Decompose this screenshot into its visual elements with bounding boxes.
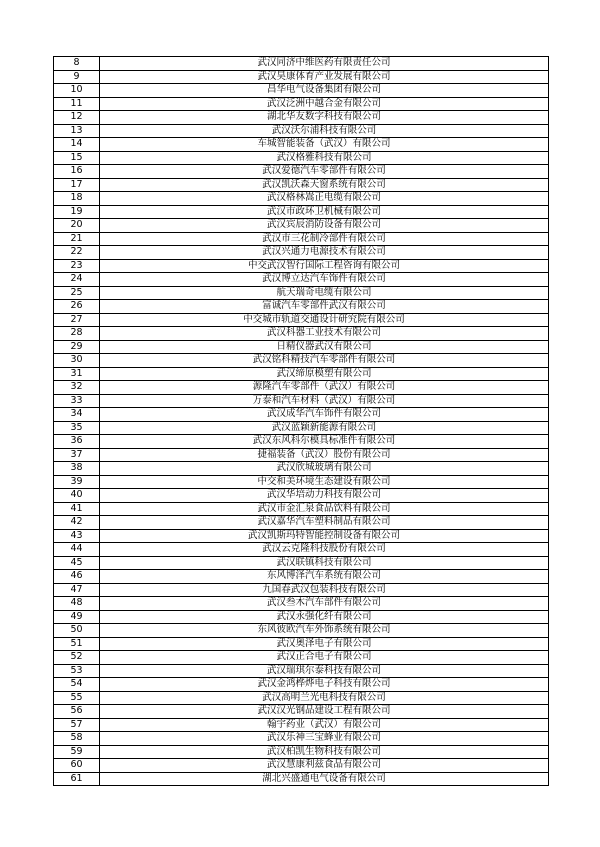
row-number: 47 — [54, 583, 100, 597]
company-name: 武汉云克隆科技股份有限公司 — [100, 543, 549, 557]
row-number: 60 — [54, 759, 100, 773]
row-number: 40 — [54, 489, 100, 503]
table-row — [54, 138, 549, 152]
table-row — [54, 124, 549, 138]
row-number: 19 — [54, 205, 100, 219]
row-number: 32 — [54, 381, 100, 395]
table-row — [54, 772, 549, 786]
table-row — [54, 178, 549, 192]
company-name: 车城智能装备（武汉）有限公司 — [100, 138, 549, 152]
company-name: 武汉金鸿桦烨电子科技有限公司 — [100, 678, 549, 692]
row-number: 10 — [54, 84, 100, 98]
company-name: 武汉奥泽电子有限公司 — [100, 637, 549, 651]
table-row — [54, 651, 549, 665]
company-name: 武汉格雅科技有限公司 — [100, 151, 549, 165]
row-number: 43 — [54, 529, 100, 543]
company-name: 武汉沃尔浦科技有限公司 — [100, 124, 549, 138]
company-name: 武汉汉光钢品建设工程有限公司 — [100, 705, 549, 719]
table-row — [54, 408, 549, 422]
table-row — [54, 664, 549, 678]
table-row — [54, 111, 549, 125]
company-name: 武汉科器工业技术有限公司 — [100, 327, 549, 341]
table-row — [54, 637, 549, 651]
row-number: 29 — [54, 340, 100, 354]
company-name: 中交城市轨道交通设计研究院有限公司 — [100, 313, 549, 327]
table-row — [54, 624, 549, 638]
company-name: 武汉永强化纤有限公司 — [100, 610, 549, 624]
row-number: 23 — [54, 259, 100, 273]
row-number: 14 — [54, 138, 100, 152]
row-number: 33 — [54, 394, 100, 408]
company-name: 万泰和汽车材料（武汉）有限公司 — [100, 394, 549, 408]
table-row — [54, 583, 549, 597]
table-row — [54, 165, 549, 179]
row-number: 30 — [54, 354, 100, 368]
row-number: 50 — [54, 624, 100, 638]
company-list-table — [53, 56, 549, 786]
company-name: 武汉爱德汽车零部件有限公司 — [100, 165, 549, 179]
table-row — [54, 421, 549, 435]
table-row — [54, 327, 549, 341]
table-row — [54, 705, 549, 719]
table-row — [54, 394, 549, 408]
row-number: 25 — [54, 286, 100, 300]
company-name: 富诚汽车零部件武汉有限公司 — [100, 300, 549, 314]
table-row — [54, 381, 549, 395]
company-name: 武汉铭科精技汽车零部件有限公司 — [100, 354, 549, 368]
company-name: 中交和美环境生态建设有限公司 — [100, 475, 549, 489]
company-name: 武汉慧康利兹食品有限公司 — [100, 759, 549, 773]
company-name: 武汉叁木汽车部件有限公司 — [100, 597, 549, 611]
table-row — [54, 367, 549, 381]
row-number: 44 — [54, 543, 100, 557]
row-number: 34 — [54, 408, 100, 422]
company-name: 武汉泛洲中越合金有限公司 — [100, 97, 549, 111]
table-row — [54, 597, 549, 611]
table-row — [54, 759, 549, 773]
row-number: 54 — [54, 678, 100, 692]
company-name: 湖北华友数字科技有限公司 — [100, 111, 549, 125]
company-name: 翰宇药业（武汉）有限公司 — [100, 718, 549, 732]
company-name: 武汉正合电子有限公司 — [100, 651, 549, 665]
company-name: 武汉东风科尔模具标准件有限公司 — [100, 435, 549, 449]
row-number: 22 — [54, 246, 100, 260]
row-number: 58 — [54, 732, 100, 746]
company-name: 武汉蓝颖新能源有限公司 — [100, 421, 549, 435]
table-row — [54, 529, 549, 543]
row-number: 49 — [54, 610, 100, 624]
row-number: 61 — [54, 772, 100, 786]
row-number: 9 — [54, 70, 100, 84]
row-number: 42 — [54, 516, 100, 530]
company-name: 武汉欣城玻璃有限公司 — [100, 462, 549, 476]
row-number: 56 — [54, 705, 100, 719]
company-name: 捷福装备（武汉）股份有限公司 — [100, 448, 549, 462]
table-row — [54, 745, 549, 759]
company-name: 武汉嘉华汽车塑料制品有限公司 — [100, 516, 549, 530]
row-number: 11 — [54, 97, 100, 111]
row-number: 16 — [54, 165, 100, 179]
row-number: 27 — [54, 313, 100, 327]
row-number: 15 — [54, 151, 100, 165]
row-number: 12 — [54, 111, 100, 125]
table-row — [54, 232, 549, 246]
table-row — [54, 543, 549, 557]
company-name: 武汉华培动力科技有限公司 — [100, 489, 549, 503]
company-name: 武汉宾辰消防设备有限公司 — [100, 219, 549, 233]
table-row — [54, 57, 549, 71]
company-name: 武汉兴通力电源技术有限公司 — [100, 246, 549, 260]
table-row — [54, 219, 549, 233]
table-row — [54, 205, 549, 219]
table-row — [54, 97, 549, 111]
row-number: 55 — [54, 691, 100, 705]
row-number: 18 — [54, 192, 100, 206]
company-name: 武汉同济中维医药有限责任公司 — [100, 57, 549, 71]
table-row — [54, 462, 549, 476]
company-list-body — [54, 57, 549, 786]
row-number: 51 — [54, 637, 100, 651]
company-name: 武汉高明兰光电科技有限公司 — [100, 691, 549, 705]
table-row — [54, 570, 549, 584]
row-number: 21 — [54, 232, 100, 246]
table-row — [54, 691, 549, 705]
row-number: 28 — [54, 327, 100, 341]
table-row — [54, 516, 549, 530]
table-row — [54, 718, 549, 732]
company-name: 武汉乐神三宝蜂业有限公司 — [100, 732, 549, 746]
table-row — [54, 678, 549, 692]
row-number: 38 — [54, 462, 100, 476]
row-number: 20 — [54, 219, 100, 233]
company-name: 湖北兴盛通电气设备有限公司 — [100, 772, 549, 786]
company-name: 武汉联镇科技有限公司 — [100, 556, 549, 570]
table-row — [54, 435, 549, 449]
row-number: 37 — [54, 448, 100, 462]
company-name: 源隆汽车零部件（武汉）有限公司 — [100, 381, 549, 395]
row-number: 41 — [54, 502, 100, 516]
company-name: 昌华电气设备集团有限公司 — [100, 84, 549, 98]
row-number: 53 — [54, 664, 100, 678]
row-number: 26 — [54, 300, 100, 314]
table-row — [54, 259, 549, 273]
table-row — [54, 300, 549, 314]
company-name: 武汉缔原模塑有限公司 — [100, 367, 549, 381]
company-name: 武汉格林嵩正电缆有限公司 — [100, 192, 549, 206]
company-name: 东风博泽汽车系统有限公司 — [100, 570, 549, 584]
row-number: 48 — [54, 597, 100, 611]
row-number: 17 — [54, 178, 100, 192]
company-name: 武汉凯沃森天窗系统有限公司 — [100, 178, 549, 192]
row-number: 8 — [54, 57, 100, 71]
table-row — [54, 340, 549, 354]
row-number: 39 — [54, 475, 100, 489]
company-name: 武汉博立达汽车饰件有限公司 — [100, 273, 549, 287]
table-row — [54, 286, 549, 300]
company-name: 武汉市政环卫机械有限公司 — [100, 205, 549, 219]
table-row — [54, 192, 549, 206]
company-name: 武汉瑞琪尔泰科技有限公司 — [100, 664, 549, 678]
company-name: 武汉柏凯生物科技有限公司 — [100, 745, 549, 759]
company-name: 武汉凯斯玛特智能控制设备有限公司 — [100, 529, 549, 543]
row-number: 36 — [54, 435, 100, 449]
company-name: 武汉昊康体育产业发展有限公司 — [100, 70, 549, 84]
table-row — [54, 151, 549, 165]
company-name: 武汉市三花制冷部件有限公司 — [100, 232, 549, 246]
company-name: 东风彼欧汽车外饰系统有限公司 — [100, 624, 549, 638]
company-name: 中交武汉智行国际工程咨询有限公司 — [100, 259, 549, 273]
row-number: 45 — [54, 556, 100, 570]
table-row — [54, 448, 549, 462]
table-row — [54, 70, 549, 84]
row-number: 24 — [54, 273, 100, 287]
row-number: 59 — [54, 745, 100, 759]
company-name: 武汉市金汇泉食品饮料有限公司 — [100, 502, 549, 516]
table-row — [54, 610, 549, 624]
table-row — [54, 84, 549, 98]
table-row — [54, 475, 549, 489]
company-name: 武汉成华汽车饰件有限公司 — [100, 408, 549, 422]
table-row — [54, 489, 549, 503]
table-row — [54, 502, 549, 516]
company-name: 日精仪器武汉有限公司 — [100, 340, 549, 354]
table-row — [54, 313, 549, 327]
table-row — [54, 556, 549, 570]
row-number: 46 — [54, 570, 100, 584]
row-number: 13 — [54, 124, 100, 138]
table-row — [54, 273, 549, 287]
table-row — [54, 246, 549, 260]
row-number: 35 — [54, 421, 100, 435]
table-row — [54, 354, 549, 368]
company-name: 九国春武汉包装科技有限公司 — [100, 583, 549, 597]
table-row — [54, 732, 549, 746]
row-number: 52 — [54, 651, 100, 665]
row-number: 31 — [54, 367, 100, 381]
company-name: 航天瑞奇电缆有限公司 — [100, 286, 549, 300]
row-number: 57 — [54, 718, 100, 732]
